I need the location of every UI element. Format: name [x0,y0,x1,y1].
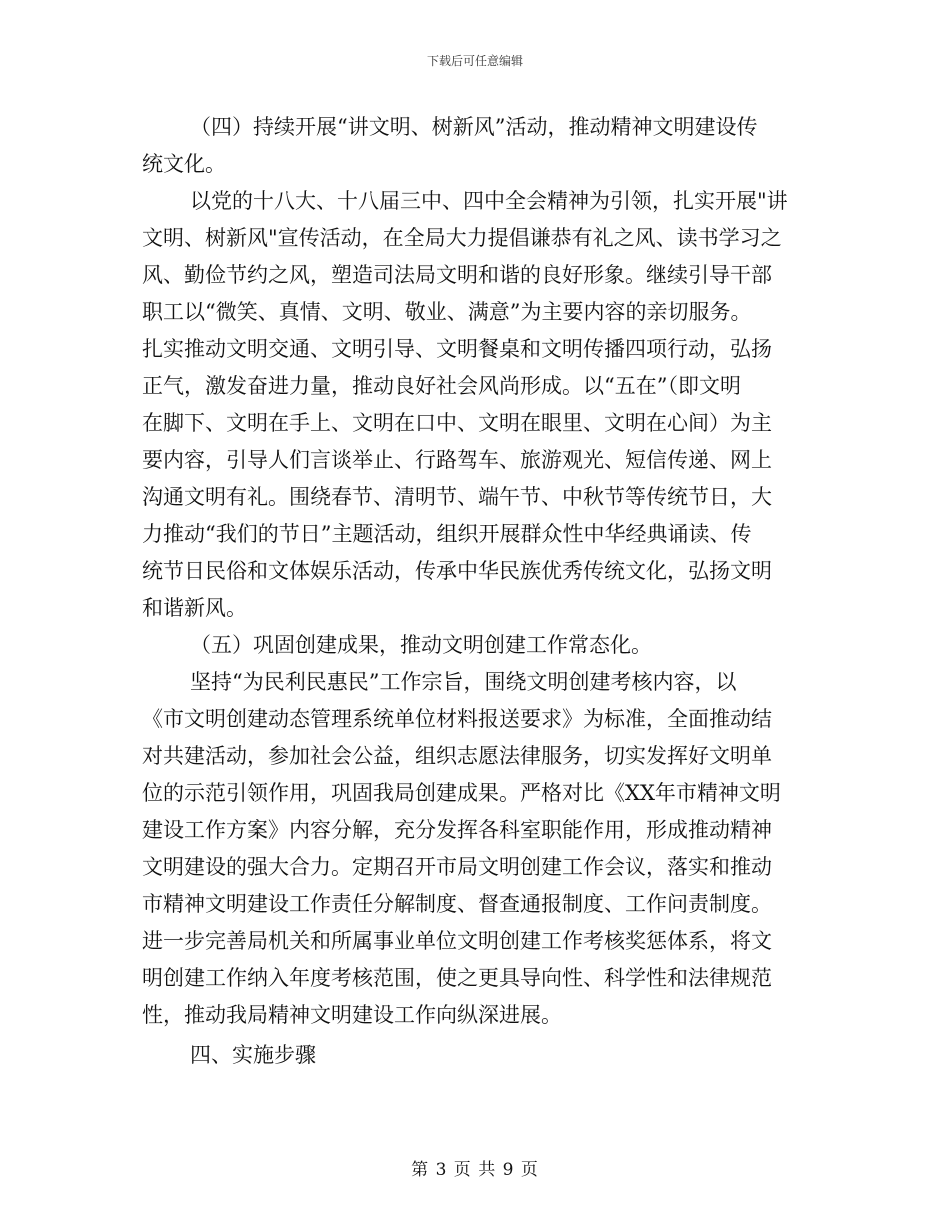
text-line: 建设工作方案》内容分解，充分发挥各科室职能作用，形成推动精神 [142,818,772,842]
text-line: 进一步完善局机关和所属事业单位文明创建工作考核奖惩体系，将文 [142,929,772,953]
text-line: 市精神文明建设工作责任分解制度、督查通报制度、工作问责制度。 [142,892,772,916]
text-line: 扎实推动文明交通、文明引导、文明餐桌和文明传播四项行动，弘扬 [142,337,772,361]
text-line: 文明、树新风"宣传活动，在全局大力提倡谦恭有礼之风、读书学习之 [142,226,782,250]
text-line: 在脚下、文明在手上、文明在口中、文明在眼里、文明在心间）为主 [142,411,772,435]
text-line: 《市文明创建动态管理系统单位材料报送要求》为标准，全面推动结 [142,707,772,731]
section-heading-5: （五）巩固创建成果，推动文明创建工作常态化。 [190,633,652,657]
section-heading-4: （四）持续开展“讲文明、树新风”活动，推动精神文明建设传 [190,115,758,139]
text-line: 性，推动我局精神文明建设工作向纵深进展。 [142,1003,562,1027]
text-line: 沟通文明有礼。围绕春节、清明节、端午节、中秋节等传统节日，大 [142,485,772,509]
text-line: 力推动“我们的节日”主题活动，组织开展群众性中华经典诵读、传 [142,522,752,546]
text-line: 职工以“微笑、真情、文明、敬业、满意”为主要内容的亲切服务。 [142,300,752,324]
text-line: 要内容，引导人们言谈举止、行路驾车、旅游观光、短信传递、网上 [142,448,772,472]
text-line: 以党的十八大、十八届三中、四中全会精神为引领，扎实开展"讲 [190,189,788,213]
page-header: 下载后可任意编辑 [426,54,523,68]
text-line: 明创建工作纳入年度考核范围，使之更具导向性、科学性和法律规范 [142,966,772,990]
text-line: 位的示范引领作用，巩固我局创建成果。严格对比《XX年市精神文明 [142,781,781,805]
page-footer: 第 3 页 共 9 页 [411,1160,539,1180]
text-line: 统节日民俗和文体娱乐活动，传承中华民族优秀传统文化，弘扬文明 [142,559,772,583]
text-line: 坚持“为民利民惠民”工作宗旨，围绕文明创建考核内容，以 [190,670,737,694]
text-line: 对共建活动，参加社会公益，组织志愿法律服务，切实发挥好文明单 [142,744,772,768]
text-line: 正气，激发奋进力量，推动良好社会风尚形成。以“五在”（即文明 [142,374,741,398]
text-line: 和谐新风。 [142,596,247,620]
text-line: 文明建设的强大合力。定期召开市局文明创建工作会议，落实和推动 [142,855,772,879]
text-line: 统文化。 [142,152,226,176]
text-line: 风、勤俭节约之风，塑造司法局文明和谐的良好形象。继续引导干部 [142,263,772,287]
section-heading-steps: 四、实施步骤 [190,1043,316,1067]
